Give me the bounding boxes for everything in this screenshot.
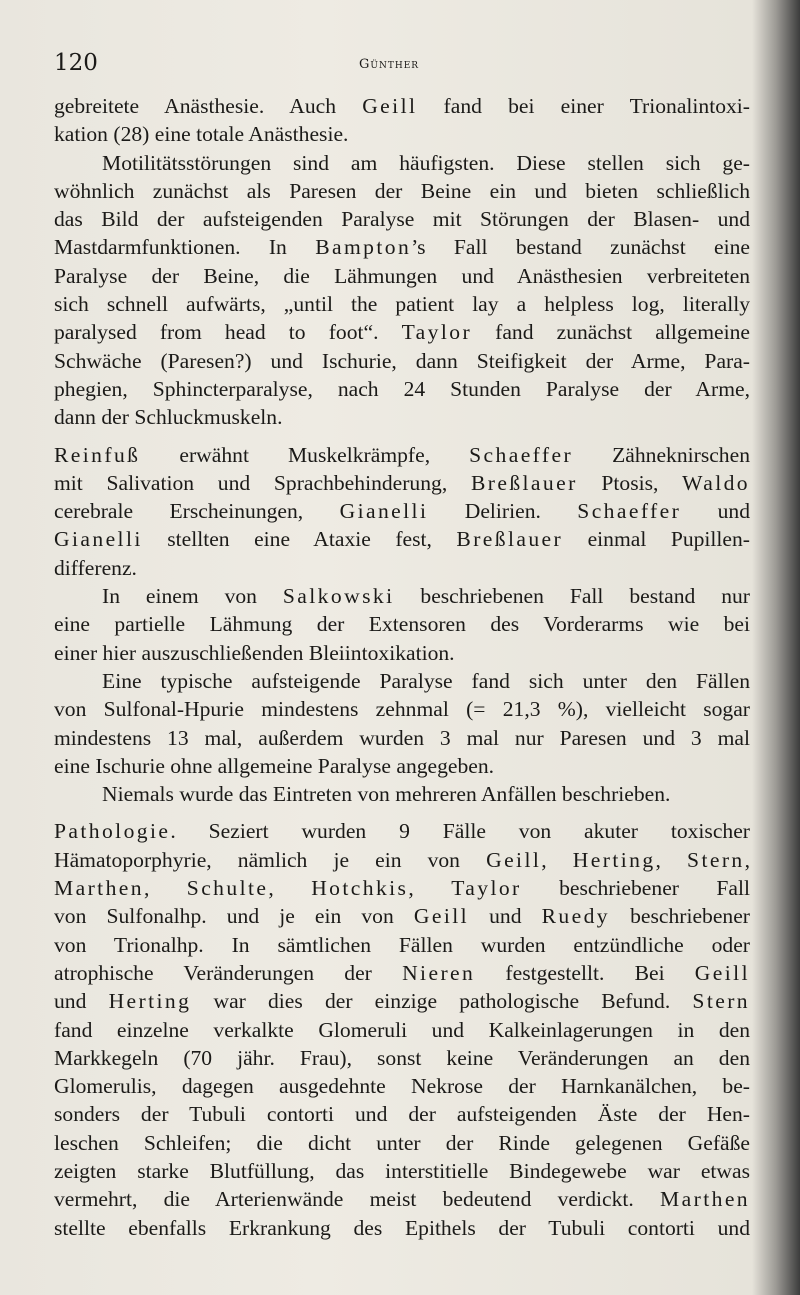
text-segment: wöhnlich zunächst als Paresen der Beine ein und bieten schließlich [54,178,750,203]
text-segment: atrophische Veränderungen der [54,960,403,985]
running-head: Günther [359,57,420,72]
text-line [54,403,750,431]
text-segment: mit Salivation und Sprachbehinderung, [54,470,471,495]
page-header [54,50,750,84]
text-segment: Paralyse der Beine, die Lähmungen und Anästhesien verbreiteten [54,263,750,288]
text-segment: Eine typische aufsteigende Paralyse fand sich unter den Fällen [102,668,750,693]
text-line [54,959,750,987]
text-segment: festgestellt. Bei [475,960,695,985]
text-line [54,780,750,808]
text-segment: Mastdarmfunktionen. In [54,235,316,260]
text-segment: das Bild der aufsteigenden Paralyse mit Störungen der Blasen- und [54,207,750,232]
text-line [54,497,750,525]
text-segment: Zähneknirschen [573,442,750,467]
spaced-name: Reinfuß [54,442,141,467]
text-line [54,695,750,723]
text-segment: In einem von [102,584,283,609]
text-segment: zeigten starke Blutfüllung, das interstitielle Bindegewebe war etwas [54,1158,750,1183]
text-line [54,667,750,695]
text-line [54,262,750,290]
text-segment: , [541,847,573,872]
spaced-name: Schulte [186,876,269,901]
text-segment: sich schnell aufwärts, „until the patient lay a helpless log, literally [54,292,750,317]
paragraph-gap [54,808,750,817]
text-segment: leschen Schleifen; die dicht unter der Rinde gelegenen Gefäße [54,1130,750,1155]
text-segment: von Sulfonalhp. und je ein von [54,904,414,929]
text-segment: erwähnt Muskelkrämpfe, [140,442,470,467]
text-line [54,846,750,874]
text-segment: , [268,876,312,901]
text-segment: Motilitätsstörungen sind am häufigsten. Diese stellen sich ge- [102,150,750,175]
text-line [54,1157,750,1185]
text-line [54,1185,750,1213]
text-segment: sonders der Tubuli contorti und der aufsteigenden Äste der Hen- [54,1102,750,1127]
spaced-name: Geill [362,94,418,118]
text-line [54,1214,750,1242]
text-segment: fand zunächst allgemeine [472,320,750,345]
text-line [54,1044,750,1072]
text-segment: stellten eine Ataxie fest, [142,527,457,552]
text-line [54,290,750,318]
spaced-name: Pathologie [54,819,171,844]
spaced-name: Schaeffer [469,442,574,467]
text-segment: , [408,876,452,901]
text-segment: Markkegeln (70 jähr. Frau), sonst keine Veränderungen an den [54,1045,750,1070]
text-segment: Niemals wurde das Eintreten von mehreren Anfällen beschrieben. [102,782,671,807]
text-line [54,931,750,959]
spaced-name: Gianelli [54,527,143,552]
text-segment: einer hier auszuschließenden Bleiintoxikation. [54,640,455,665]
text-segment: fand einzelne verkalkte Glomeruli und Kalkeinlagerungen in den [54,1017,750,1042]
text-line [54,752,750,780]
text-segment: dann der Schluckmuskeln. [54,405,283,430]
spaced-name: Bampton [315,235,412,260]
spaced-name: Breßlauer [470,470,578,495]
spaced-name: Taylor [451,876,522,901]
text-segment: kation (28) eine totale Anästhesie. [54,122,349,147]
spaced-name: Schaeffer [577,499,682,524]
spaced-name: Gianelli [339,499,429,524]
text-line [54,1100,750,1128]
text-line [54,639,750,667]
spaced-name: Ruedy [541,904,611,929]
text-segment: eine Ischurie ohne allgemeine Paralyse angegeben. [54,753,495,778]
text-line [54,441,750,469]
spaced-name: Waldo [682,470,750,495]
text-line [54,318,750,346]
text-line [54,469,750,497]
spaced-name: Taylor [401,320,473,345]
text-segment: Glomerulis, dagegen ausgedehnte Nekrose der Harnkanälchen, be- [54,1074,750,1099]
text-line [54,817,750,845]
text-segment: war dies der einzige pathologische Befund. [191,989,693,1014]
text-line [54,554,750,582]
text-segment: beschriebenen Fall bestand nur [394,584,750,609]
spaced-name: Nieren [402,960,476,985]
body-text [54,92,750,1242]
text-segment: einmal Pupillen- [563,527,750,552]
text-line [54,874,750,902]
text-line [54,902,750,930]
text-segment: eine partielle Lähmung der Extensoren des Vorderarms wie bei [54,612,750,637]
text-line [54,233,750,261]
text-segment: und [681,499,750,524]
spaced-name: Stern [687,847,745,872]
text-line [54,525,750,553]
text-segment: beschriebener Fall [521,876,750,901]
spaced-name: Breßlauer [456,527,564,552]
text-segment: und [469,904,542,929]
text-line [54,120,750,148]
spaced-name: Herting [572,847,656,872]
text-segment: , [744,847,751,872]
spaced-name: Geill [694,960,750,985]
text-segment: mindestens 13 mal, außerdem wurden 3 mal nur Paresen und 3 mal [54,725,750,750]
spaced-name: Marthen [660,1187,750,1212]
text-segment: , [655,847,688,872]
text-line [54,1129,750,1157]
text-segment: phegien, Sphincterparalyse, nach 24 Stunden Paralyse der Arme, [54,376,750,401]
text-segment: fand bei einer Trionalintoxi- [417,94,750,118]
text-line [54,92,750,120]
text-line [54,610,750,638]
spaced-name: Herting [108,989,192,1014]
text-line [54,149,750,177]
text-segment: cerebrale Erscheinungen, [54,499,340,524]
text-line [54,1016,750,1044]
text-segment: paralysed from head to foot“. [54,320,402,345]
text-segment: und [54,989,109,1014]
spaced-name: Stern [692,989,751,1014]
text-line [54,1072,750,1100]
text-line [54,582,750,610]
text-line [54,347,750,375]
text-segment: Delirien. [428,499,578,524]
spaced-name: Geill [413,904,470,929]
spaced-name: Salkowski [282,584,395,609]
spaced-name: Hotchkis [311,876,409,901]
text-line [54,375,750,403]
text-line [54,177,750,205]
text-segment: gebreitete Anästhesie. Auch [54,94,363,118]
text-segment: Ptosis, [577,470,683,495]
text-line [54,987,750,1015]
text-segment: Schwäche (Paresen?) und Ischurie, dann Steifigkeit der Arme, Para- [54,348,750,373]
page-number: 120 [54,50,98,76]
text-segment: von Trionalhp. In sämtlichen Fällen wurden entzündliche oder [54,932,750,957]
text-segment: ’s Fall bestand zunächst eine [411,235,750,260]
text-segment: . Seziert wurden 9 Fälle von akuter toxischer [170,819,750,844]
text-segment: differenz. [54,555,137,580]
text-segment: , [143,876,187,901]
spaced-name: Marthen [54,876,144,901]
paragraph-gap [54,432,750,441]
text-line [54,205,750,233]
spaced-name: Geill [486,847,542,872]
text-segment: stellte ebenfalls Erkrankung des Epithels der Tubuli contorti und [54,1215,750,1240]
text-segment: Hämatoporphyrie, nämlich je ein von [54,847,487,872]
text-segment: beschriebener [610,904,751,929]
text-segment: von Sulfonal-Hpurie mindestens zehnmal (= 21,3 %), vielleicht sogar [54,697,750,722]
text-segment: vermehrt, die Arterienwände meist bedeutend verdickt. [54,1187,661,1212]
text-line [54,724,750,752]
